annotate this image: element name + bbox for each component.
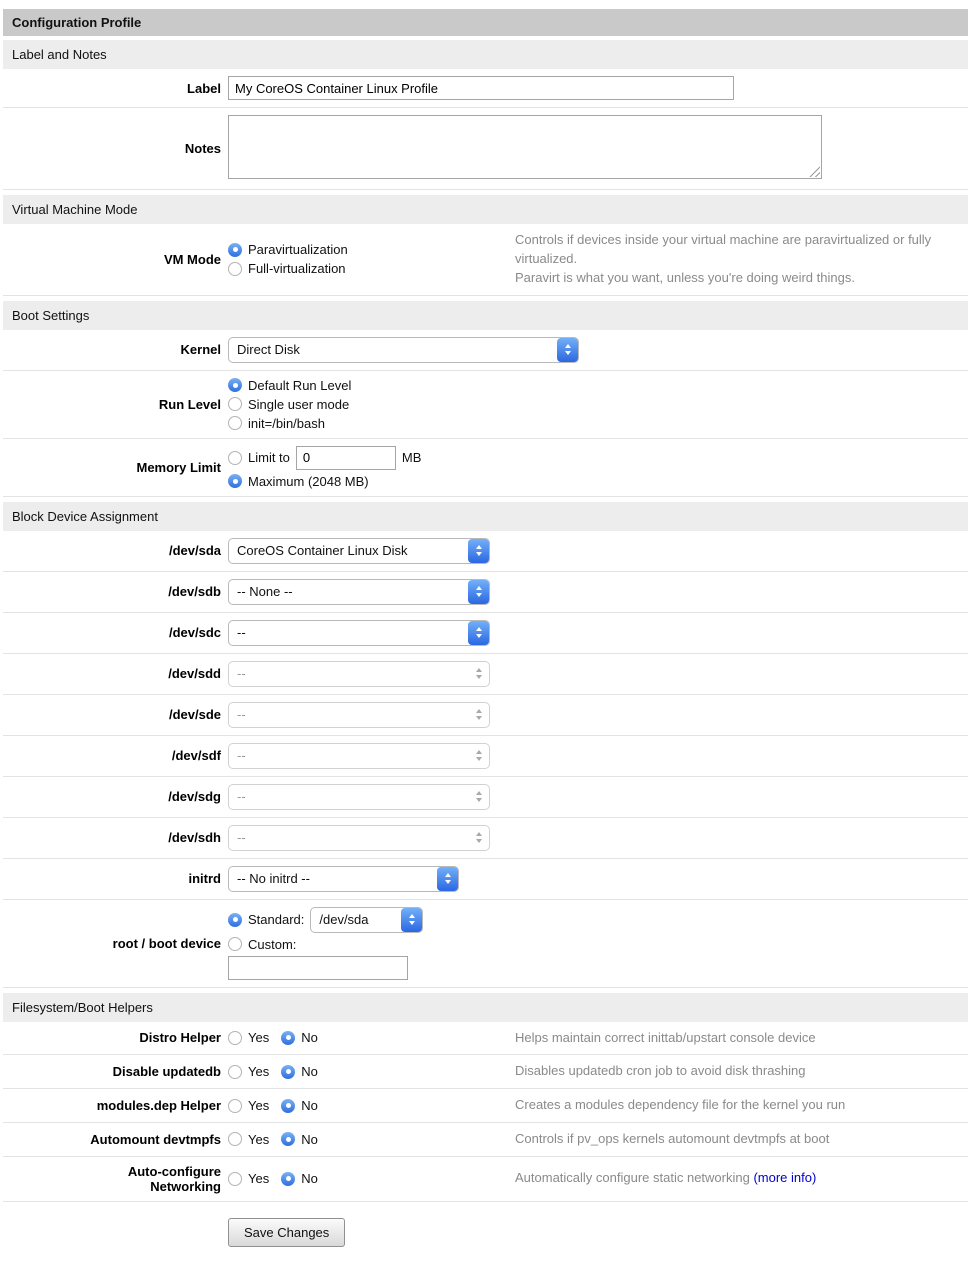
modules-dep-helper-row: [3, 1089, 968, 1123]
yes-label[interactable]: Yes: [248, 1171, 270, 1187]
dev-sdd-label: /dev/sdd: [168, 666, 221, 682]
memory-limit-unit: MB: [401, 450, 422, 466]
auto-configure-help: Automatically configure static networking (more info): [515, 1170, 817, 1186]
select-stepper-icon: [468, 662, 489, 686]
section-header-vm-mode: Virtual Machine Mode: [3, 195, 968, 224]
dev-sdh-label: /dev/sdh: [168, 830, 221, 846]
dev-sdf-select: --: [228, 743, 490, 769]
section-header-fs-helpers: Filesystem/Boot Helpers: [3, 993, 968, 1022]
label-row: [3, 69, 968, 108]
no-label[interactable]: No: [301, 1131, 318, 1147]
default-run-level-radio[interactable]: [228, 378, 242, 392]
auto-configure-networking-label: Auto-configure Networking: [127, 1163, 221, 1194]
memory-limit-label: Memory Limit: [136, 459, 221, 475]
memory-limit-input[interactable]: [296, 446, 396, 470]
initrd-row: [3, 859, 968, 900]
vm-mode-row: [3, 224, 968, 296]
run-level-label: Run Level: [158, 396, 221, 412]
notes-row: [3, 108, 968, 190]
no-label[interactable]: No: [301, 1030, 318, 1046]
select-stepper-icon: [468, 785, 489, 809]
label-field-label: Label: [187, 80, 221, 96]
dev-sdg-label: /dev/sdg: [168, 789, 221, 805]
root-standard-radio[interactable]: [228, 913, 242, 927]
section-header-label-and-notes: Label and Notes: [3, 40, 968, 69]
auto-configure-networking-row: [3, 1157, 968, 1202]
select-stepper-icon: [468, 703, 489, 727]
dev-sdb-label: /dev/sdb: [168, 584, 221, 600]
select-stepper-icon: [557, 338, 578, 362]
dev-sde-label: /dev/sde: [168, 707, 221, 723]
vm-mode-label: VM Mode: [163, 251, 221, 267]
init-bin-bash-radio-label[interactable]: init=/bin/bash: [248, 415, 325, 431]
initrd-select[interactable]: -- No initrd --: [228, 866, 459, 892]
dev-sdd-select: --: [228, 661, 490, 687]
paravirtualization-radio[interactable]: [228, 243, 242, 257]
dev-sdf-label: /dev/sdf: [171, 748, 221, 764]
section-header-block-devices: Block Device Assignment: [3, 502, 968, 531]
modules-dep-no-radio[interactable]: [281, 1099, 295, 1113]
root-custom-radio-label[interactable]: Custom:: [248, 936, 297, 952]
root-custom-radio[interactable]: [228, 937, 242, 951]
vm-mode-help-line2: Paravirt is what you want, unless you're doing weird things.: [515, 269, 855, 285]
select-stepper-icon: [401, 908, 422, 932]
root-custom-input[interactable]: [228, 956, 408, 980]
dev-sdd-row: [3, 654, 968, 695]
select-stepper-icon: [468, 826, 489, 850]
distro-helper-yes-radio[interactable]: [228, 1031, 242, 1045]
automount-devtmpfs-label: Automount devtmpfs: [90, 1131, 221, 1147]
dev-sde-select: --: [228, 702, 490, 728]
paravirtualization-radio-label[interactable]: Paravirtualization: [248, 242, 348, 258]
auto-configure-yes-radio[interactable]: [228, 1172, 242, 1186]
single-user-mode-radio-label[interactable]: Single user mode: [248, 396, 350, 412]
select-stepper-icon: [437, 867, 458, 891]
save-changes-button[interactable]: Save Changes: [228, 1218, 345, 1247]
dev-sdc-label: /dev/sdc: [168, 625, 221, 641]
vm-mode-help-line1: Controls if devices inside your virtual machine are paravirtualized or fully virtualized.: [515, 232, 932, 266]
default-run-level-radio-label[interactable]: Default Run Level: [248, 377, 352, 393]
select-stepper-icon: [468, 539, 489, 563]
modules-dep-help: Creates a modules dependency file for the kernel you run: [515, 1097, 846, 1113]
disable-updatedb-label: Disable updatedb: [112, 1064, 221, 1080]
root-boot-device-row: [3, 900, 968, 988]
disable-updatedb-help: Disables updatedb cron job to avoid disk thrashing: [515, 1063, 806, 1079]
more-info-link[interactable]: (more info): [753, 1170, 817, 1186]
dev-sdh-row: [3, 818, 968, 859]
yes-label[interactable]: Yes: [248, 1131, 270, 1147]
init-bin-bash-radio[interactable]: [228, 416, 242, 430]
disable-updatedb-yes-radio[interactable]: [228, 1065, 242, 1079]
yes-label[interactable]: Yes: [248, 1098, 270, 1114]
automount-devtmpfs-help: Controls if pv_ops kernels automount devtmpfs at boot: [515, 1131, 830, 1147]
notes-textarea[interactable]: [228, 115, 822, 179]
root-standard-select[interactable]: /dev/sda: [310, 907, 423, 933]
full-virtualization-radio[interactable]: [228, 262, 242, 276]
kernel-label: Kernel: [180, 342, 221, 358]
no-label[interactable]: No: [301, 1098, 318, 1114]
modules-dep-helper-label: modules.dep Helper: [96, 1098, 221, 1114]
label-input[interactable]: [228, 76, 734, 100]
dev-sda-label: /dev/sda: [168, 543, 221, 559]
full-virtualization-radio-label[interactable]: Full-virtualization: [248, 261, 346, 277]
dev-sdh-select: --: [228, 825, 490, 851]
dev-sde-row: [3, 695, 968, 736]
dev-sda-row: [3, 531, 968, 572]
vm-mode-help: [515, 231, 968, 288]
yes-label[interactable]: Yes: [248, 1030, 270, 1046]
kernel-row: [3, 330, 968, 371]
select-stepper-icon: [468, 744, 489, 768]
root-standard-radio-label[interactable]: Standard:: [248, 912, 305, 928]
dev-sdg-select: --: [228, 784, 490, 810]
configuration-profile-form: [3, 9, 968, 1247]
auto-configure-no-radio[interactable]: [281, 1172, 295, 1186]
select-stepper-icon: [468, 580, 489, 604]
distro-helper-help: Helps maintain correct inittab/upstart console device: [515, 1029, 816, 1045]
run-level-row: [3, 371, 968, 439]
modules-dep-yes-radio[interactable]: [228, 1099, 242, 1113]
memory-limit-row: [3, 439, 968, 497]
single-user-mode-radio[interactable]: [228, 397, 242, 411]
page-title: Configuration Profile: [3, 9, 968, 36]
dev-sda-select[interactable]: CoreOS Container Linux Disk: [228, 538, 490, 564]
automount-devtmpfs-row: [3, 1123, 968, 1157]
automount-devtmpfs-yes-radio[interactable]: [228, 1132, 242, 1146]
automount-devtmpfs-no-radio[interactable]: [281, 1132, 295, 1146]
memory-maximum-radio[interactable]: [228, 474, 242, 488]
root-boot-device-label: root / boot device: [112, 935, 221, 951]
no-label[interactable]: No: [301, 1171, 318, 1187]
no-label[interactable]: No: [301, 1064, 318, 1080]
distro-helper-row: [3, 1022, 968, 1056]
disable-updatedb-no-radio[interactable]: [281, 1065, 295, 1079]
dev-sdg-row: [3, 777, 968, 818]
memory-maximum-radio-label[interactable]: Maximum (2048 MB): [248, 473, 369, 489]
yes-label[interactable]: Yes: [248, 1064, 270, 1080]
section-header-boot-settings: Boot Settings: [3, 301, 968, 330]
kernel-select[interactable]: Direct Disk: [228, 337, 579, 363]
distro-helper-label: Distro Helper: [139, 1030, 221, 1046]
memory-limit-to-radio-label[interactable]: Limit to: [248, 450, 290, 466]
dev-sdc-select[interactable]: --: [228, 620, 490, 646]
notes-field-label: Notes: [184, 141, 221, 156]
dev-sdc-row: [3, 613, 968, 654]
memory-limit-to-radio[interactable]: [228, 451, 242, 465]
dev-sdb-select[interactable]: -- None --: [228, 579, 490, 605]
initrd-label: initrd: [188, 871, 221, 887]
dev-sdb-row: [3, 572, 968, 613]
dev-sdf-row: [3, 736, 968, 777]
distro-helper-no-radio[interactable]: [281, 1031, 295, 1045]
disable-updatedb-row: [3, 1055, 968, 1089]
select-stepper-icon: [468, 621, 489, 645]
